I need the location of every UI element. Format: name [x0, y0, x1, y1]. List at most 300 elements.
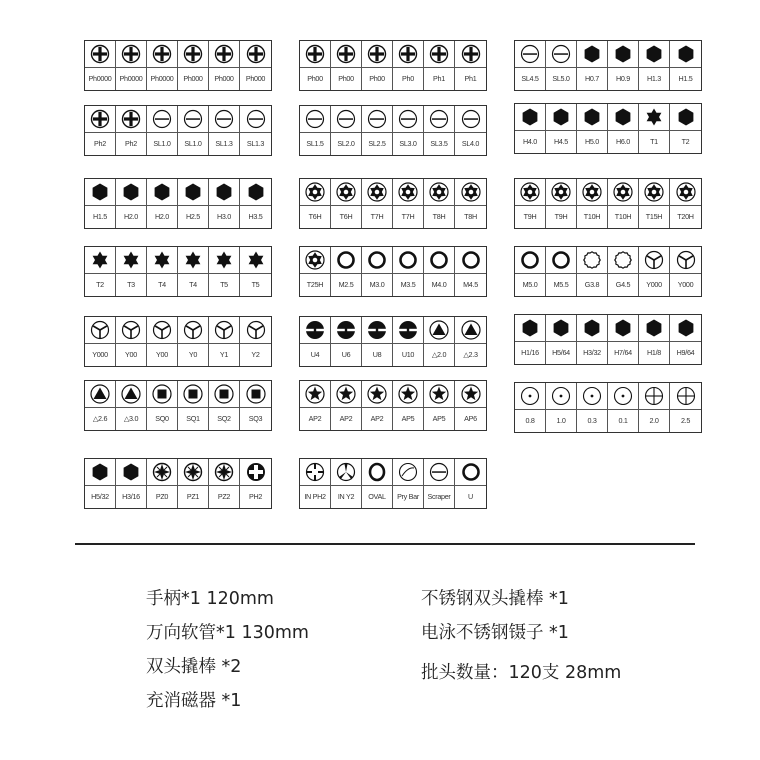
bit-label: SL1.3: [246, 139, 265, 148]
bit-cell: [362, 106, 393, 155]
triangle-icon: [455, 317, 486, 344]
bit-group: [84, 316, 272, 367]
slotted-icon: [209, 106, 240, 133]
bit-label: G4.5: [615, 280, 631, 289]
bit-label: AP2: [370, 414, 384, 423]
torx-icon: [85, 247, 116, 274]
pozi-icon: [147, 459, 178, 486]
bit-cell: [209, 317, 240, 366]
bit-label: M3.0: [369, 280, 385, 289]
bit-cell: [209, 459, 240, 508]
bit-label: H3.5: [248, 212, 263, 221]
bit-group: [299, 246, 487, 297]
bit-label: SL1.3: [215, 139, 233, 148]
hex-icon: [670, 41, 701, 68]
slotted-icon: [240, 106, 271, 133]
bit-label: PZ0: [155, 492, 169, 501]
bit-cell: [85, 41, 116, 90]
bit-label: H9/64: [676, 348, 695, 357]
in-ph-icon: [300, 459, 331, 486]
bit-cell: [178, 381, 209, 430]
bit-label: 0.3: [587, 416, 597, 425]
slotted-icon: [178, 106, 209, 133]
bit-label: H7/64: [614, 348, 632, 357]
bit-cell: [639, 41, 670, 90]
hex-icon: [515, 315, 546, 342]
bit-cell: [240, 41, 271, 90]
slotted-icon: [331, 106, 362, 133]
hex-icon: [577, 41, 608, 68]
bit-label: T7H: [370, 212, 384, 221]
tri-wing-icon: [116, 317, 147, 344]
slotted-icon: [362, 106, 393, 133]
pozi-icon: [178, 459, 209, 486]
bit-cell: [331, 381, 362, 430]
bit-cell: [455, 381, 486, 430]
bit-label: H4.0: [523, 137, 537, 146]
bit-cell: [670, 104, 701, 153]
bit-cell: [331, 247, 362, 296]
bit-cell: [515, 247, 546, 296]
bit-cell: [515, 104, 546, 153]
bit-label: U: [468, 492, 473, 501]
bit-cell: [209, 41, 240, 90]
bit-cell: [85, 179, 116, 228]
torxh-icon: [393, 179, 424, 206]
bit-label: SQ0: [155, 414, 169, 423]
bit-label: Ph2: [125, 139, 137, 148]
bit-label: T20H: [677, 212, 694, 221]
bit-label: △2.6: [92, 414, 108, 423]
bit-label: U6: [341, 350, 351, 359]
bit-label: T15H: [645, 212, 663, 221]
dot-icon: [577, 383, 608, 410]
bit-label: H1/8: [647, 348, 661, 357]
bit-cell: [178, 247, 209, 296]
bit-label: SL2.5: [368, 139, 386, 148]
bit-cell: [116, 179, 147, 228]
bit-cell: [546, 383, 577, 432]
torxh-icon: [331, 179, 362, 206]
u-slot-icon: [393, 317, 424, 344]
phillips-icon: [116, 41, 147, 68]
bit-cell: [116, 317, 147, 366]
bit-group: [514, 40, 702, 91]
bit-label: SL4.0: [461, 139, 480, 148]
bit-label: Y00: [156, 350, 168, 359]
bit-cell: [455, 247, 486, 296]
bit-group: [84, 380, 272, 431]
hex-icon: [240, 179, 271, 206]
bit-label: Ph000: [245, 74, 266, 83]
hex-icon: [670, 104, 701, 131]
u-slot-icon: [331, 317, 362, 344]
ring-icon: [331, 247, 362, 274]
bit-label: Y000: [677, 280, 694, 289]
phillips-icon: [116, 106, 147, 133]
bit-cell: [455, 41, 486, 90]
oval-icon: [362, 459, 393, 486]
phillips-icon: [393, 41, 424, 68]
bit-cell: [362, 247, 393, 296]
bit-label: T9H: [523, 212, 537, 221]
bit-label: M4.5: [463, 280, 478, 289]
bit-label: H4.5: [554, 137, 568, 146]
bit-label: T1: [650, 137, 658, 146]
torx-icon: [178, 247, 209, 274]
bit-label: T25H: [306, 280, 324, 289]
bit-group: [84, 458, 272, 509]
ring-icon: [455, 247, 486, 274]
bit-cell: [300, 381, 331, 430]
bit-label: H6.0: [616, 137, 630, 146]
bit-cell: [300, 317, 331, 366]
bit-cell: [362, 41, 393, 90]
bit-cell: [300, 106, 331, 155]
bit-cell: [240, 179, 271, 228]
spec-magnetizer: 充消磁器 *1: [146, 691, 242, 711]
bit-label: T6H: [308, 212, 322, 221]
bit-cell: [178, 459, 209, 508]
u-slot-icon: [300, 317, 331, 344]
hex-icon: [515, 104, 546, 131]
torxh-icon: [577, 179, 608, 206]
bit-label: T2: [681, 137, 690, 146]
bit-cell: [362, 317, 393, 366]
bit-cell: [639, 179, 670, 228]
section-divider: [75, 543, 695, 545]
bit-cell: [300, 41, 331, 90]
ring-icon: [393, 247, 424, 274]
bit-label: Ph0000: [150, 74, 174, 83]
bit-label: Y1: [219, 350, 229, 359]
bit-cell: [116, 381, 147, 430]
u-slot-icon: [362, 317, 393, 344]
bit-cell: [546, 315, 577, 364]
bit-group: [514, 178, 702, 229]
triangle-icon: [116, 381, 147, 408]
bit-cell: [331, 317, 362, 366]
ring-icon: [546, 247, 577, 274]
bit-cell: [240, 459, 271, 508]
bit-cell: [577, 315, 608, 364]
bit-group: [299, 380, 487, 431]
bit-label: Ph00: [369, 74, 385, 83]
bit-label: Ph00: [338, 74, 354, 83]
bit-label: SQ3: [248, 414, 263, 423]
hex-icon: [178, 179, 209, 206]
bit-cell: [178, 317, 209, 366]
bit-cell: [670, 315, 701, 364]
bit-cell: [515, 41, 546, 90]
bit-group: [299, 105, 487, 156]
phillips-icon: [178, 41, 209, 68]
tri-wing-icon: [85, 317, 116, 344]
bit-label: 2.5: [680, 416, 691, 425]
tri-wing-icon: [147, 317, 178, 344]
bit-label: T8H: [432, 212, 446, 221]
bit-label: T6H: [339, 212, 353, 221]
bit-group: [514, 103, 702, 154]
bit-label: H3/32: [583, 348, 601, 357]
bit-label: U10: [401, 350, 415, 359]
hex-icon: [116, 179, 147, 206]
hex-icon: [670, 315, 701, 342]
star-icon: [393, 381, 424, 408]
bit-label: Ph0000: [88, 74, 112, 83]
torx-icon: [116, 247, 147, 274]
bit-cell: [240, 317, 271, 366]
bit-label: T9H: [554, 212, 568, 221]
bit-label: Ph0: [402, 74, 414, 83]
bit-cell: [362, 179, 393, 228]
bit-label: Scraper: [427, 492, 451, 501]
cross-icon: [639, 383, 670, 410]
bit-label: PH2: [248, 492, 263, 501]
bit-cell: [577, 41, 608, 90]
bit-group: [514, 382, 702, 433]
bit-label: T10H: [614, 212, 632, 221]
hex-icon: [546, 104, 577, 131]
bit-label: AP6: [464, 414, 477, 423]
bit-group: [84, 178, 272, 229]
bit-group: [299, 178, 487, 229]
bit-label: IN PH2: [304, 492, 326, 501]
torxh-icon: [362, 179, 393, 206]
bit-cell: [608, 41, 639, 90]
bit-cell: [608, 247, 639, 296]
spec-flex-shaft: 万向软管*1 130mm: [146, 623, 309, 643]
bit-cell: [240, 106, 271, 155]
bit-cell: [424, 179, 455, 228]
bit-label: SL3.0: [399, 139, 417, 148]
bit-label: H1.3: [647, 74, 661, 83]
bit-label: SL3.5: [430, 139, 448, 148]
bit-cell: [424, 106, 455, 155]
bit-label: H2.0: [124, 212, 138, 221]
bit-label: Y00: [125, 350, 137, 359]
bit-label: AP5: [432, 414, 446, 423]
bit-label: H2.0: [155, 212, 169, 221]
bit-label: PZ1: [186, 492, 200, 501]
bit-label: AP5: [401, 414, 415, 423]
ring-icon: [424, 247, 455, 274]
pozi-icon: [209, 459, 240, 486]
bit-cell: [670, 179, 701, 228]
star-icon: [331, 381, 362, 408]
bit-label: T5: [251, 280, 260, 289]
bit-label: SL4.5: [521, 74, 539, 83]
bit-group: [299, 458, 487, 509]
phillips-icon: [147, 41, 178, 68]
phillips-icon: [331, 41, 362, 68]
bit-cell: [424, 317, 455, 366]
bit-label: U4: [310, 350, 320, 359]
bit-cell: [85, 106, 116, 155]
star-icon: [300, 381, 331, 408]
bit-cell: [424, 247, 455, 296]
torxh-icon: [670, 179, 701, 206]
bit-cell: [639, 383, 670, 432]
bit-group: [514, 246, 702, 297]
bit-label: △3.0: [123, 414, 139, 423]
bit-label: M3.5: [400, 280, 416, 289]
bit-label: Ph00: [307, 74, 323, 83]
bit-cell: [424, 459, 455, 508]
bit-label: AP2: [339, 414, 353, 423]
gear-icon: [608, 247, 639, 274]
in-y-icon: [331, 459, 362, 486]
bit-cell: [300, 247, 331, 296]
bit-cell: [393, 459, 424, 508]
hex-icon: [608, 41, 639, 68]
bit-label: H5/32: [91, 492, 109, 501]
bit-label: Ph2: [94, 139, 106, 148]
square-icon: [178, 381, 209, 408]
tri-wing-icon: [670, 247, 701, 274]
bit-cell: [147, 381, 178, 430]
phillips-icon: [85, 41, 116, 68]
slotted-icon: [300, 106, 331, 133]
bit-label: OVAL: [368, 492, 386, 501]
spec-steel-pry-bar: 不锈钢双头撬棒 *1: [421, 589, 569, 609]
hex-icon: [116, 459, 147, 486]
bit-cell: [147, 41, 178, 90]
bit-cell: [116, 41, 147, 90]
bit-label: PZ2: [217, 492, 231, 501]
bit-cell: [608, 104, 639, 153]
bit-cell: [331, 179, 362, 228]
bit-cell: [116, 106, 147, 155]
bit-label: T4: [158, 280, 166, 289]
tri-wing-icon: [209, 317, 240, 344]
bit-label: Ph0000: [119, 74, 143, 83]
hex-icon: [608, 104, 639, 131]
bit-cell: [300, 459, 331, 508]
bit-label: H1.5: [678, 74, 693, 83]
bit-cell: [85, 317, 116, 366]
dot-icon: [608, 383, 639, 410]
bit-cell: [116, 247, 147, 296]
bit-cell: [300, 179, 331, 228]
hex-icon: [639, 41, 670, 68]
bit-label: AP2: [308, 414, 322, 423]
bit-label: Pry Bar: [397, 492, 419, 501]
cross-icon: [670, 383, 701, 410]
bit-cell: [178, 41, 209, 90]
bit-label: H5/64: [552, 348, 570, 357]
bit-cell: [577, 247, 608, 296]
bit-label: T4: [189, 280, 197, 289]
bit-cell: [209, 247, 240, 296]
bit-cell: [546, 179, 577, 228]
torxh-icon: [546, 179, 577, 206]
bit-label: H5.0: [585, 137, 599, 146]
bit-cell: [209, 179, 240, 228]
bit-group: [84, 105, 272, 156]
bit-cell: [424, 381, 455, 430]
bit-cell: [362, 381, 393, 430]
square-icon: [240, 381, 271, 408]
slotted-icon: [424, 106, 455, 133]
bit-group: [299, 316, 487, 367]
bit-label: Ph000: [214, 74, 234, 83]
bit-cell: [85, 381, 116, 430]
bit-cell: [608, 383, 639, 432]
bit-cell: [639, 315, 670, 364]
bit-cell: [85, 247, 116, 296]
bit-label: H3/16: [122, 492, 140, 501]
bit-cell: [670, 247, 701, 296]
bit-cell: [455, 317, 486, 366]
bit-label: SL1.5: [306, 139, 324, 148]
bit-label: 0.1: [618, 416, 628, 425]
gear-icon: [577, 247, 608, 274]
bit-label: △2.0: [431, 350, 447, 359]
bit-cell: [670, 41, 701, 90]
bit-label: G3.8: [584, 280, 600, 289]
bit-label: SQ2: [217, 414, 231, 423]
bit-label: △2.3: [463, 350, 478, 359]
bit-cell: [393, 317, 424, 366]
bit-label: M4.0: [431, 280, 447, 289]
bit-cell: [147, 179, 178, 228]
dot-icon: [546, 383, 577, 410]
torxh-icon: [300, 247, 331, 274]
phillips-icon: [209, 41, 240, 68]
bit-cell: [577, 383, 608, 432]
bit-label: SL1.0: [184, 139, 202, 148]
bit-cell: [424, 41, 455, 90]
hex-icon: [639, 315, 670, 342]
bit-cell: [515, 383, 546, 432]
spec-bit-count: 批头数量：120支 28mm: [421, 663, 622, 683]
bit-label: Ph1: [464, 74, 477, 83]
bit-cell: [147, 106, 178, 155]
bit-label: Ph1: [433, 74, 445, 83]
hex-icon: [608, 315, 639, 342]
bit-label: SL1.0: [153, 139, 171, 148]
ph-bold-icon: [240, 459, 271, 486]
pry-bar-icon: [393, 459, 424, 486]
bit-group: [84, 246, 272, 297]
bit-cell: [515, 179, 546, 228]
bit-group: [84, 40, 272, 91]
slotted-icon: [393, 106, 424, 133]
phillips-icon: [455, 41, 486, 68]
slotted-icon: [424, 459, 455, 486]
bit-label: T3: [127, 280, 135, 289]
phillips-icon: [300, 41, 331, 68]
bit-label: 1.0: [556, 416, 566, 425]
bit-label: H2.5: [186, 212, 200, 221]
star-icon: [424, 381, 455, 408]
torx-icon: [209, 247, 240, 274]
bit-cell: [393, 381, 424, 430]
bit-cell: [147, 317, 178, 366]
bit-label: IN Y2: [337, 492, 355, 501]
slotted-icon: [147, 106, 178, 133]
bit-label: H0.7: [585, 74, 599, 83]
bit-cell: [116, 459, 147, 508]
bit-label: M5.5: [553, 280, 569, 289]
torxh-icon: [455, 179, 486, 206]
hex-icon: [85, 459, 116, 486]
bit-cell: [240, 247, 271, 296]
bit-cell: [546, 104, 577, 153]
torxh-icon: [639, 179, 670, 206]
slotted-icon: [546, 41, 577, 68]
